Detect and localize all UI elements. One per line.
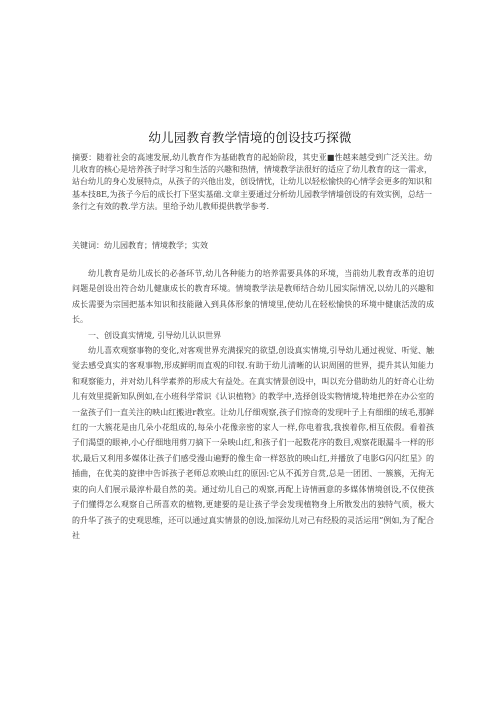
body-text: [72, 266, 434, 543]
section-heading: 一、创设真实情境, 引导幼儿认识世界: [88, 330, 222, 340]
paragraph-intro: 幼儿教育是幼儿成长的必备环节,幼儿各种能力的培养需要具体的环境，当前幼儿教育改革的迫切问题是创设出符合幼儿健康成长的教育环境。情境教学法是教师结合幼儿园实际情况,以幼儿的兴趣和成长需要为宗国把基本知识和技能融入到具体形象的情境里,使幼儿在轻松愉快的环境中健康活泼的成长。: [72, 269, 434, 325]
abstract-text: 摘要：随着社会的高速发展,幼儿教育作为基础教育的起始阶段，其史亚■性越来越受到广泛关注。幼儿收育的核心是培养孩子时学习和生活的兴趣和热情，情境教学法很好的适应了幼儿教育的这一需求，站台幼儿的身心发展特点，从孩子的兴他出发，创设情忧，让幼儿以轻松愉快的心情学会更多的知识和基本技8E,为孩子今后的成长打下坚实基础.文章主要通过分析幼儿园教学情墙创设的有效实例，总结一条行之有效的教.学方法。里给予幼儿教师提供教学参考.: [72, 153, 433, 211]
keywords-text: 关键词：幼儿园教育；情境教学；实效: [72, 241, 208, 250]
paragraph-main: 幼儿喜欢观察事物的变化,对客观世界充满探究的欲望,创设真实情境,引导幼儿通过视觉、听觉、触觉去感受真实的客观事物,形成鲜明而直观的印钗.有助于幼儿清晰的认识周圉的世界，提升其认知能力和观察能力，并对幼儿科学素养的形成大有益处。在真实情景创设中，叫以充分借助幼儿的好奇心让幼儿有效里提新知队例如,在小班科学常识《认识植物》的教学中,选择创设实物情境,特地把养在办公室的一盆孩子们一直关注的映山红搬进r教室。让幼儿仔细观察,孩子们惊奇的发现叶子上有细细的绒毛,那鲜红的一大簇花是由几朵小花组成的,每朵小花像亲密的家人一样,你电着我,我挨着你,相互依假。看着孩子们渴望的眼神,小心仔细地用剪刀摘下一朵映山红,和孩子们一起数花序的数目,观察花眼漏斗一样的形状,最后又利用多媒体让孩子们感受漫山遍野的像生命一样怒放的映山红,并播放了电影G闪闪红星》的插曲，在优美的旋律中告诉孩子老师总欢映山红的原因:它从不孤芳自赏,总是一团团、一簇簇，无拘无束的向人们展示最淳朴最自然的美。通过幼儿自己的观察,再配上诗情画意的多媒体情境创设,不仅使孩子们懂得怎么观察自己所喜欢的植物,更建要的是让孩子学会发现植物身上所散发出的独特气质，极大的升华了孩子的史观思维，还可以通过真实情景的创设,加深幼儿对己有经股的灵活运用”例如,为了配合社: [72, 346, 434, 540]
document-title: 幼儿园教育教学情境的创设技巧探微: [148, 130, 352, 145]
